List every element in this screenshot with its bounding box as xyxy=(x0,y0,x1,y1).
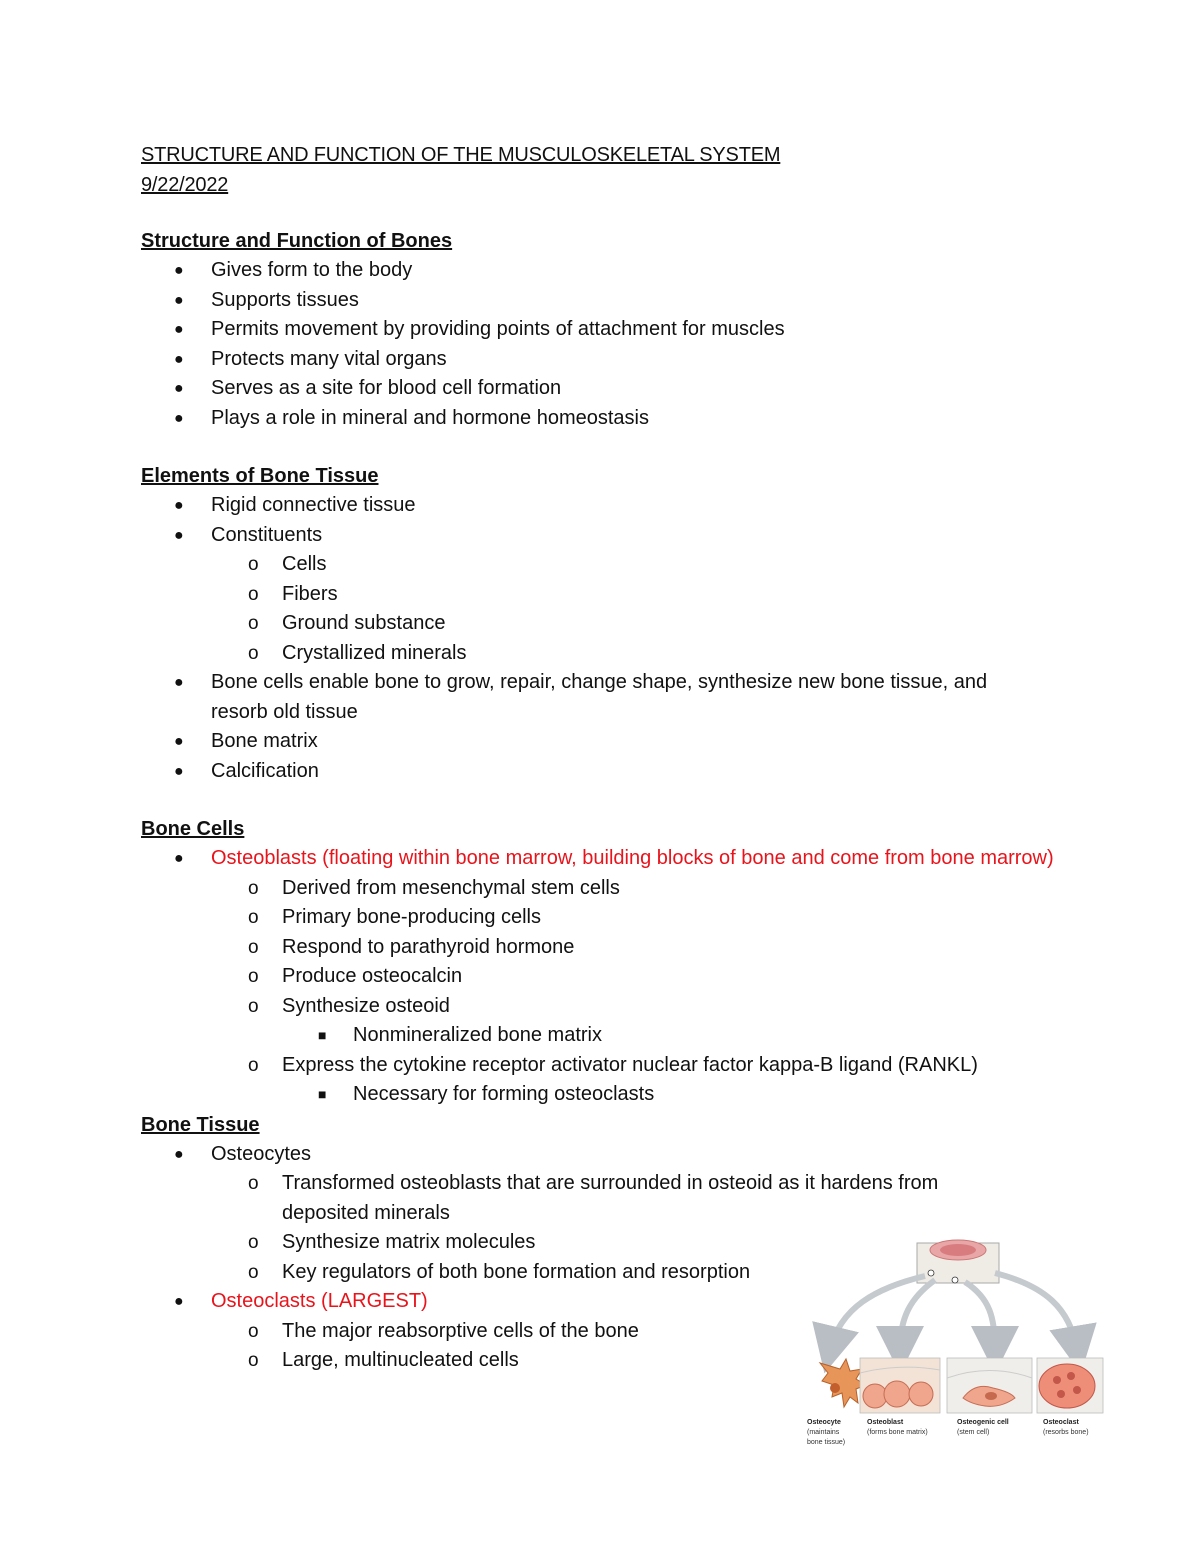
list-item-highlighted xyxy=(141,844,1101,874)
circle-marker: o xyxy=(248,1350,259,1371)
sub-sub-list-item xyxy=(141,1080,1101,1110)
osteogenic-cell-illustration xyxy=(947,1358,1032,1413)
list-item-text: Bone matrix xyxy=(211,730,318,752)
list-item-text: Gives form to the body xyxy=(211,259,413,281)
sub-list-item xyxy=(141,903,1101,933)
list-item-text: Necessary for forming osteoclasts xyxy=(353,1083,655,1105)
list-item xyxy=(141,256,1101,286)
bullet-marker: ● xyxy=(174,1145,184,1163)
osteoclast-illustration xyxy=(1037,1358,1103,1413)
bullet-marker: ● xyxy=(174,674,184,691)
figure-label-osteogenic-cell: Osteogenic cell xyxy=(957,1419,1009,1426)
list-item-text: Derived from mesenchymal stem cells xyxy=(282,876,620,899)
figure-label-osteoblast: Osteoblast xyxy=(867,1419,904,1426)
list-item xyxy=(141,286,1101,316)
sub-list-item xyxy=(141,874,1101,904)
document-date: 9/22/2022 xyxy=(141,174,229,196)
osteocyte-illustration xyxy=(820,1359,866,1407)
list-item xyxy=(141,374,1101,404)
list-item-text: Osteocytes xyxy=(211,1142,312,1165)
list-item-text: Permits movement by providing points of attachment for muscles xyxy=(211,318,785,340)
figure-desc-osteoblast: (forms bone matrix) xyxy=(867,1429,928,1436)
circle-marker: o xyxy=(248,907,259,928)
bones-list xyxy=(141,256,1101,433)
list-item-text: Crystallized minerals xyxy=(282,641,467,664)
bullet-marker: ● xyxy=(174,291,184,309)
circle-marker: o xyxy=(248,1173,259,1194)
list-item-text: Express the cytokine receptor activator nuclear factor kappa-B ligand (RANKL) xyxy=(282,1053,978,1076)
circle-marker: o xyxy=(248,966,259,987)
bullet-marker: ● xyxy=(174,850,184,867)
list-item-text: Bone cells enable bone to grow, repair, change shape, synthesize new bone tissue, and resorb old tissue xyxy=(211,671,988,723)
list-item-text: Synthesize osteoid xyxy=(282,994,450,1017)
bone-cells-diagram xyxy=(805,1238,1105,1458)
list-item-text: Osteoclasts (LARGEST) xyxy=(211,1290,428,1312)
figure-desc-osteoclast: (resorbs bone) xyxy=(1043,1429,1089,1436)
list-item xyxy=(141,727,1101,757)
list-item xyxy=(141,345,1101,375)
bone-cross-section xyxy=(917,1240,999,1283)
figure-label-osteoclast: Osteoclast xyxy=(1043,1419,1079,1426)
circle-marker: o xyxy=(248,613,259,634)
list-item-text: Primary bone-producing cells xyxy=(282,906,542,928)
list-item xyxy=(141,668,1101,727)
list-item xyxy=(141,521,1101,551)
list-item-text: Large, multinucleated cells xyxy=(282,1349,519,1371)
list-item xyxy=(141,757,1101,787)
figure-label-osteocyte: Osteocyte xyxy=(807,1419,841,1426)
list-item-text: Calcification xyxy=(211,759,319,782)
bullet-marker: ● xyxy=(174,321,184,338)
list-item-text: Transformed osteoblasts that are surrounded in osteoid as it hardens from deposited minerals xyxy=(282,1172,939,1224)
list-item-text: Rigid connective tissue xyxy=(211,494,416,516)
list-item-text: Ground substance xyxy=(282,612,446,634)
list-item-text: The major reabsorptive cells of the bone xyxy=(282,1319,639,1342)
document-title: STRUCTURE AND FUNCTION OF THE MUSCULOSKELETAL SYSTEM xyxy=(141,144,781,166)
list-item-text: Synthesize matrix molecules xyxy=(282,1231,536,1253)
arrows xyxy=(830,1273,1077,1350)
list-item-text: Key regulators of both bone formation and resorption xyxy=(282,1260,751,1283)
square-marker: ■ xyxy=(318,1027,327,1043)
circle-marker: o xyxy=(248,995,259,1017)
sub-list-item xyxy=(141,933,1101,963)
sub-list-item xyxy=(141,1051,1101,1081)
bullet-marker: ● xyxy=(174,409,184,427)
sub-list-item xyxy=(141,580,1101,610)
list-item-text: Respond to parathyroid hormone xyxy=(282,935,575,958)
bullet-marker: ● xyxy=(174,380,184,397)
list-item-text: Supports tissues xyxy=(211,288,359,311)
osteoblast-illustration xyxy=(860,1358,940,1413)
sub-sub-list-item xyxy=(141,1021,1101,1051)
figure-desc-osteocyte: (maintains xyxy=(807,1429,840,1436)
list-item-text: Constituents xyxy=(211,523,323,546)
bullet-marker: ● xyxy=(174,262,184,279)
list-item-text: Nonmineralized bone matrix xyxy=(353,1024,603,1046)
figure-desc-osteogenic-cell: (stem cell) xyxy=(957,1429,990,1436)
circle-marker: o xyxy=(248,1054,259,1076)
circle-marker: o xyxy=(248,583,259,605)
list-item-text: Fibers xyxy=(282,582,338,605)
circle-marker: o xyxy=(248,877,259,899)
bullet-marker: ● xyxy=(174,350,184,368)
section-heading-bones: Structure and Function of Bones xyxy=(141,230,453,252)
circle-marker: o xyxy=(248,1320,259,1342)
list-item-text: Protects many vital organs xyxy=(211,347,447,370)
square-marker: ■ xyxy=(318,1086,327,1102)
bullet-marker: ● xyxy=(174,1293,184,1310)
bullet-marker: ● xyxy=(174,733,184,750)
circle-marker: o xyxy=(248,936,259,958)
circle-marker: o xyxy=(248,1232,259,1253)
section-heading-cells: Bone Cells xyxy=(141,818,245,840)
list-item-text: Plays a role in mineral and hormone homeostasis xyxy=(211,406,649,429)
sub-list-item xyxy=(141,609,1101,639)
list-item xyxy=(141,1140,1101,1170)
sub-list-item xyxy=(141,992,1101,1022)
circle-marker: o xyxy=(248,642,259,664)
sub-list-item xyxy=(141,962,1101,992)
figure-desc-osteocyte-2: bone tissue) xyxy=(807,1439,846,1446)
document-body xyxy=(141,140,1101,1376)
cells-list xyxy=(141,844,1101,1110)
list-item xyxy=(141,491,1101,521)
bullet-marker: ● xyxy=(174,497,184,514)
bullet-marker: ● xyxy=(174,526,184,544)
section-heading-tissue: Bone Tissue xyxy=(141,1113,260,1136)
sub-list-item xyxy=(141,1169,1101,1228)
elements-list xyxy=(141,491,1101,786)
section-heading-elements: Elements of Bone Tissue xyxy=(141,465,379,487)
list-item-text: Produce osteocalcin xyxy=(282,965,463,987)
list-item-text: Serves as a site for blood cell formation xyxy=(211,377,562,399)
list-item-text: Osteoblasts (floating within bone marrow, building blocks of bone and come from bone marrow) xyxy=(211,847,1054,869)
sub-list-item xyxy=(141,639,1101,669)
circle-marker: o xyxy=(248,554,259,575)
bullet-marker: ● xyxy=(174,762,184,780)
bone-cells-figure xyxy=(805,1238,1105,1458)
list-item xyxy=(141,315,1101,345)
list-item-text: Cells xyxy=(282,553,327,575)
list-item xyxy=(141,404,1101,434)
sub-list-item xyxy=(141,550,1101,580)
circle-marker: o xyxy=(248,1261,259,1283)
